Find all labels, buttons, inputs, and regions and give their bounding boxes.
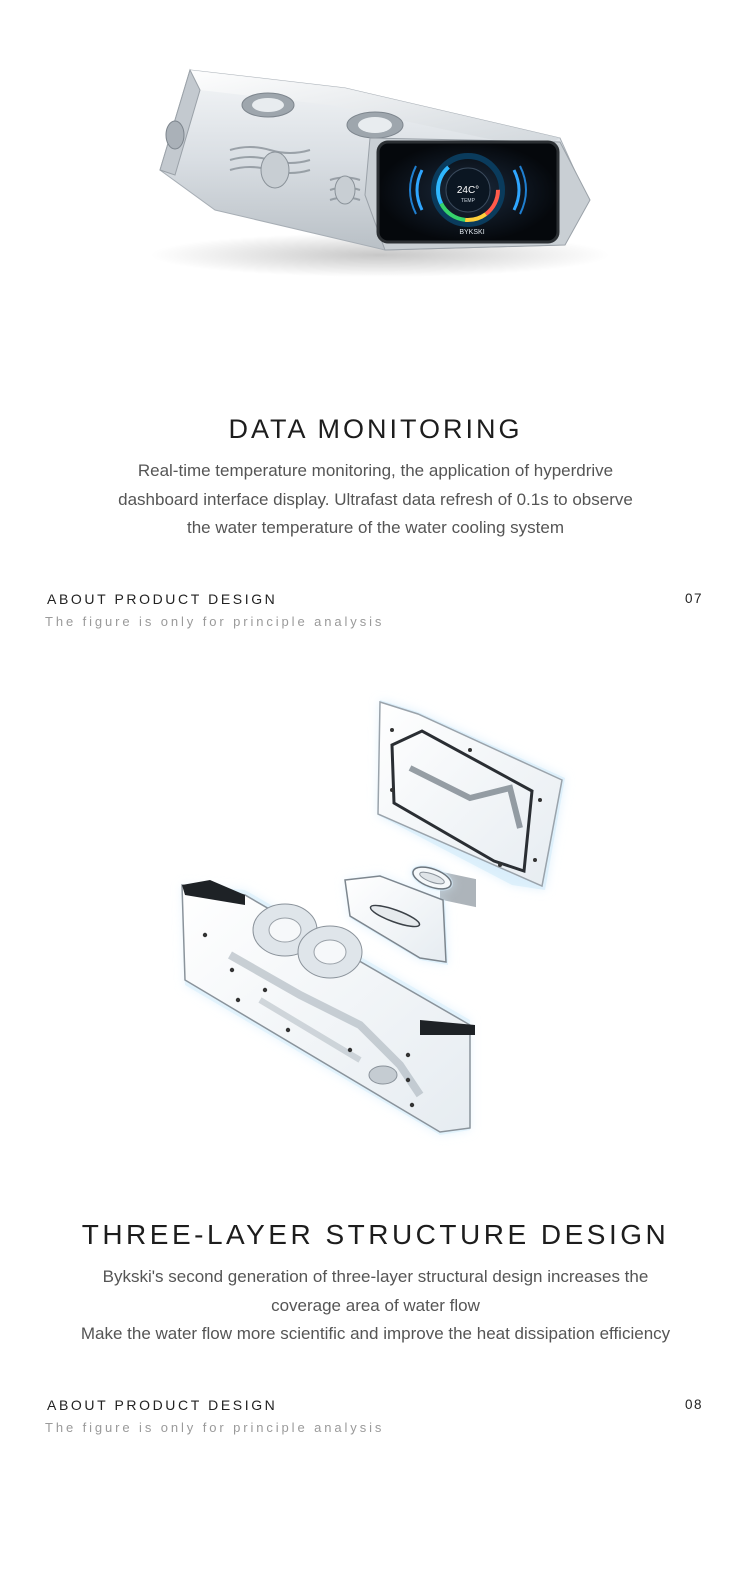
section-number-08: 08 [684, 1397, 703, 1412]
section-number-07: 07 [684, 591, 703, 606]
terminal-block-image [0, 50, 751, 300]
screen-sublabel: TEMP [461, 198, 475, 204]
three-layer-title: THREE-LAYER STRUCTURE DESIGN [81, 1219, 670, 1250]
description-line: dashboard interface display. Ultrafast data refresh of 0.1s to observe [118, 489, 633, 509]
description-line: Real-time temperature monitoring, the application of hyperdrive [137, 461, 614, 480]
section-note-07: The figure is only for principle analysis [45, 614, 385, 629]
section-note-08: The figure is only for principle analysis [45, 1420, 385, 1435]
three-layer-description [40, 1263, 711, 1349]
section-label-08: ABOUT PRODUCT DESIGN [47, 1397, 278, 1413]
description-line: the water temperature of the water cooling system [186, 518, 564, 537]
screen-temp: 24C° [456, 185, 480, 196]
screen-brand: BYKSKI [459, 229, 485, 236]
three-layer-exploded-image [0, 690, 751, 1160]
data-monitoring-description [40, 457, 711, 543]
description-line: Bykski's second generation of three-layer structural design increases the [102, 1267, 649, 1286]
data-monitoring-title: DATA MONITORING [228, 414, 523, 444]
description-line: coverage area of water flow [271, 1295, 480, 1315]
description-line: Make the water flow more scientific and improve the heat dissipation efficiency [80, 1324, 671, 1343]
section-label-07: ABOUT PRODUCT DESIGN [47, 591, 278, 607]
